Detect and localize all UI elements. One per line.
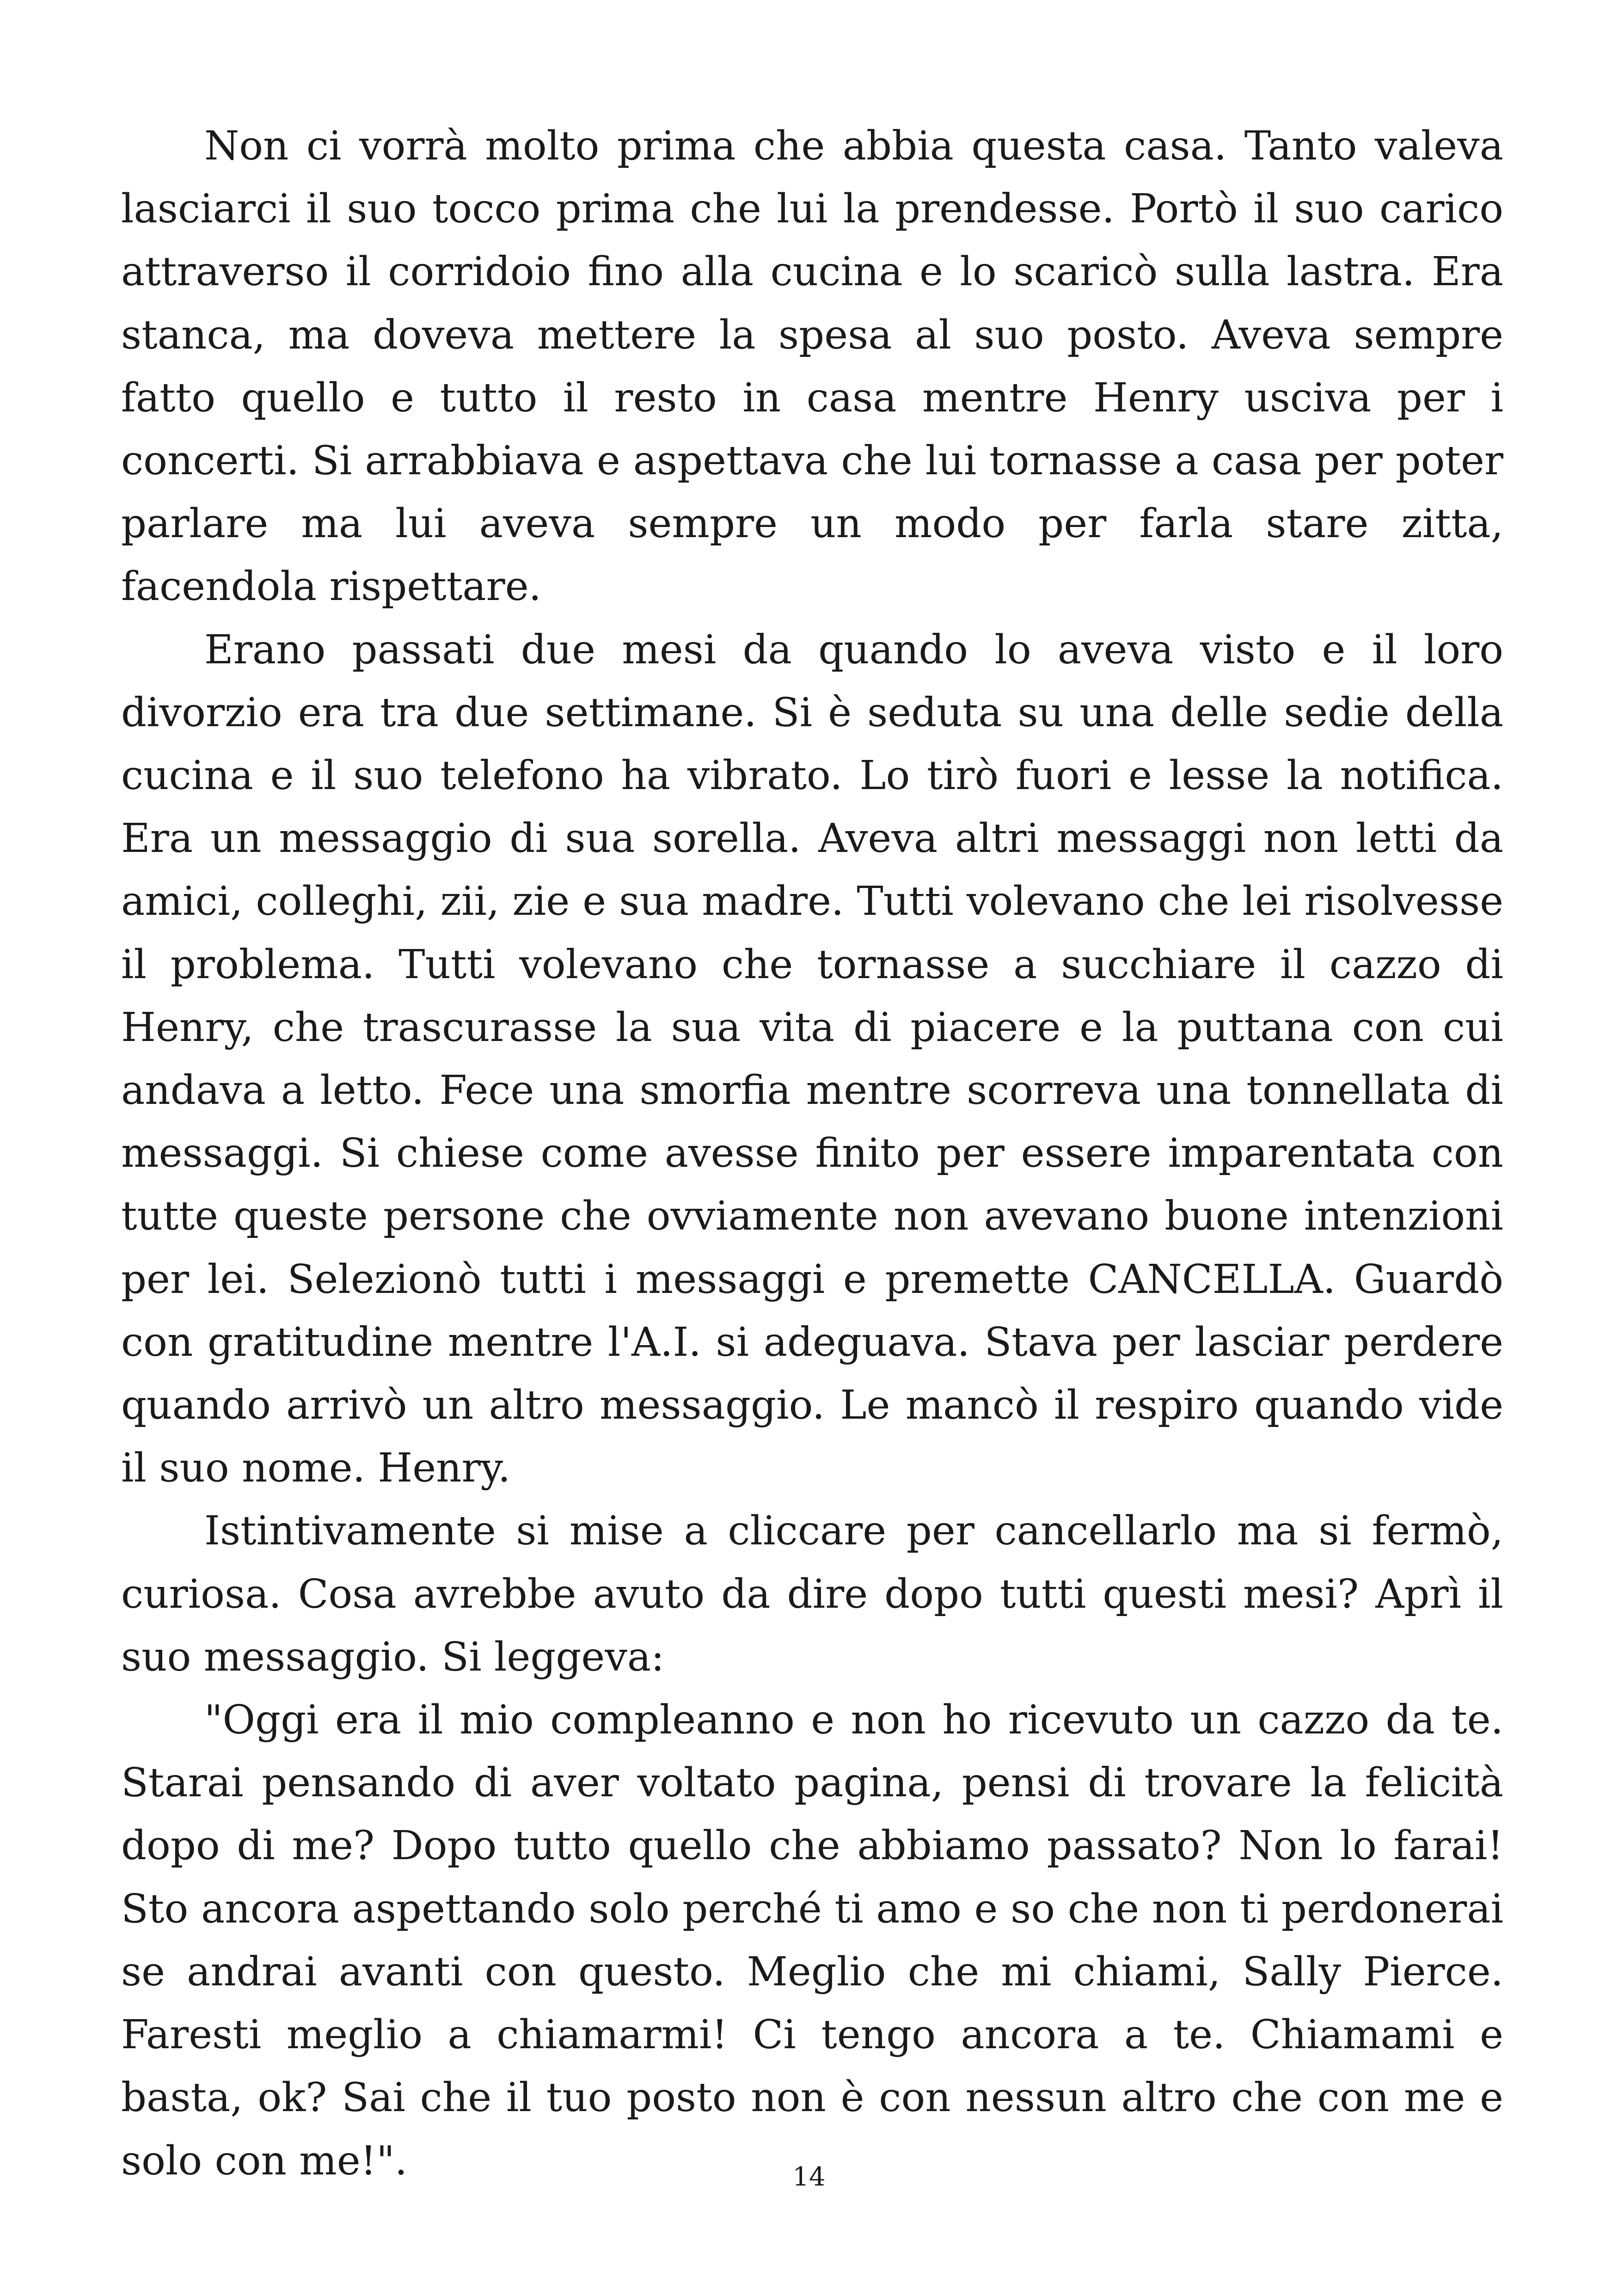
body-text <box>121 115 1503 2192</box>
page-number: 14 <box>792 2162 826 2192</box>
paragraph: Erano passati due mesi da quando lo aveva visto e il loro divorzio era tra due settimane. Si è seduta su una delle sedie della cucina e il suo telefono ha vibrato. Lo tirò fuori e lesse la notifica. Era un messaggio di sua sorella. Aveva altri messaggi non letti da amici, colleghi, zii, zie e sua madre. Tutti volevano che lei risolvesse il problema. Tutti volevano che tornasse a succhiare il cazzo di Henry, che trascurasse la sua vita di piacere e la puttana con cui andava a letto. Fece una smorfia mentre scorreva una tonnellata di messaggi. Si chiese come avesse finito per essere imparentata con tutte queste persone che ovviamente non avevano buone intenzioni per lei. Selezionò tutti i messaggi e premette CANCELLA. Guardò con gratitudine mentre l'A.I. si adeguava. Stava per lasciar perdere quando arrivò un altro messaggio. Le mancò il respiro quando vide il suo nome. Henry. <box>121 626 1503 1492</box>
paragraph: "Oggi era il mio compleanno e non ho ricevuto un cazzo da te. Starai pensando di aver voltato pagina, pensi di trovare la felicità dopo di me? Dopo tutto quello che abbiamo passato? Non lo farai! Sto ancora aspettando solo perché ti amo e so che non ti perdonerai se andrai avanti con questo. Meglio che mi chiami, Sally Pierce. Faresti meglio a chiamarmi! Ci tengo ancora a te. Chiamami e basta, ok? Sai che il tuo posto non è con nessun altro che con me e solo con me!". <box>121 1697 1503 2184</box>
paragraph: Non ci vorrà molto prima che abbia questa casa. Tanto valeva lasciarci il suo tocco prima che lui la prendesse. Portò il suo carico attraverso il corridoio fino alla cucina e lo scaricò sulla lastra. Era stanca, ma doveva mettere la spesa al suo posto. Aveva sempre fatto quello e tutto il resto in casa mentre Henry usciva per i concerti. Si arrabbiava e aspettava che lui tornasse a casa per poter parlare ma lui aveva sempre un modo per farla stare zitta, facendola rispettare. <box>121 123 1503 610</box>
paragraph: Istintivamente si mise a cliccare per cancellarlo ma si fermò, curiosa. Cosa avrebbe avuto da dire dopo tutti questi mesi? Aprì il suo messaggio. Si leggeva: <box>121 1508 1503 1680</box>
